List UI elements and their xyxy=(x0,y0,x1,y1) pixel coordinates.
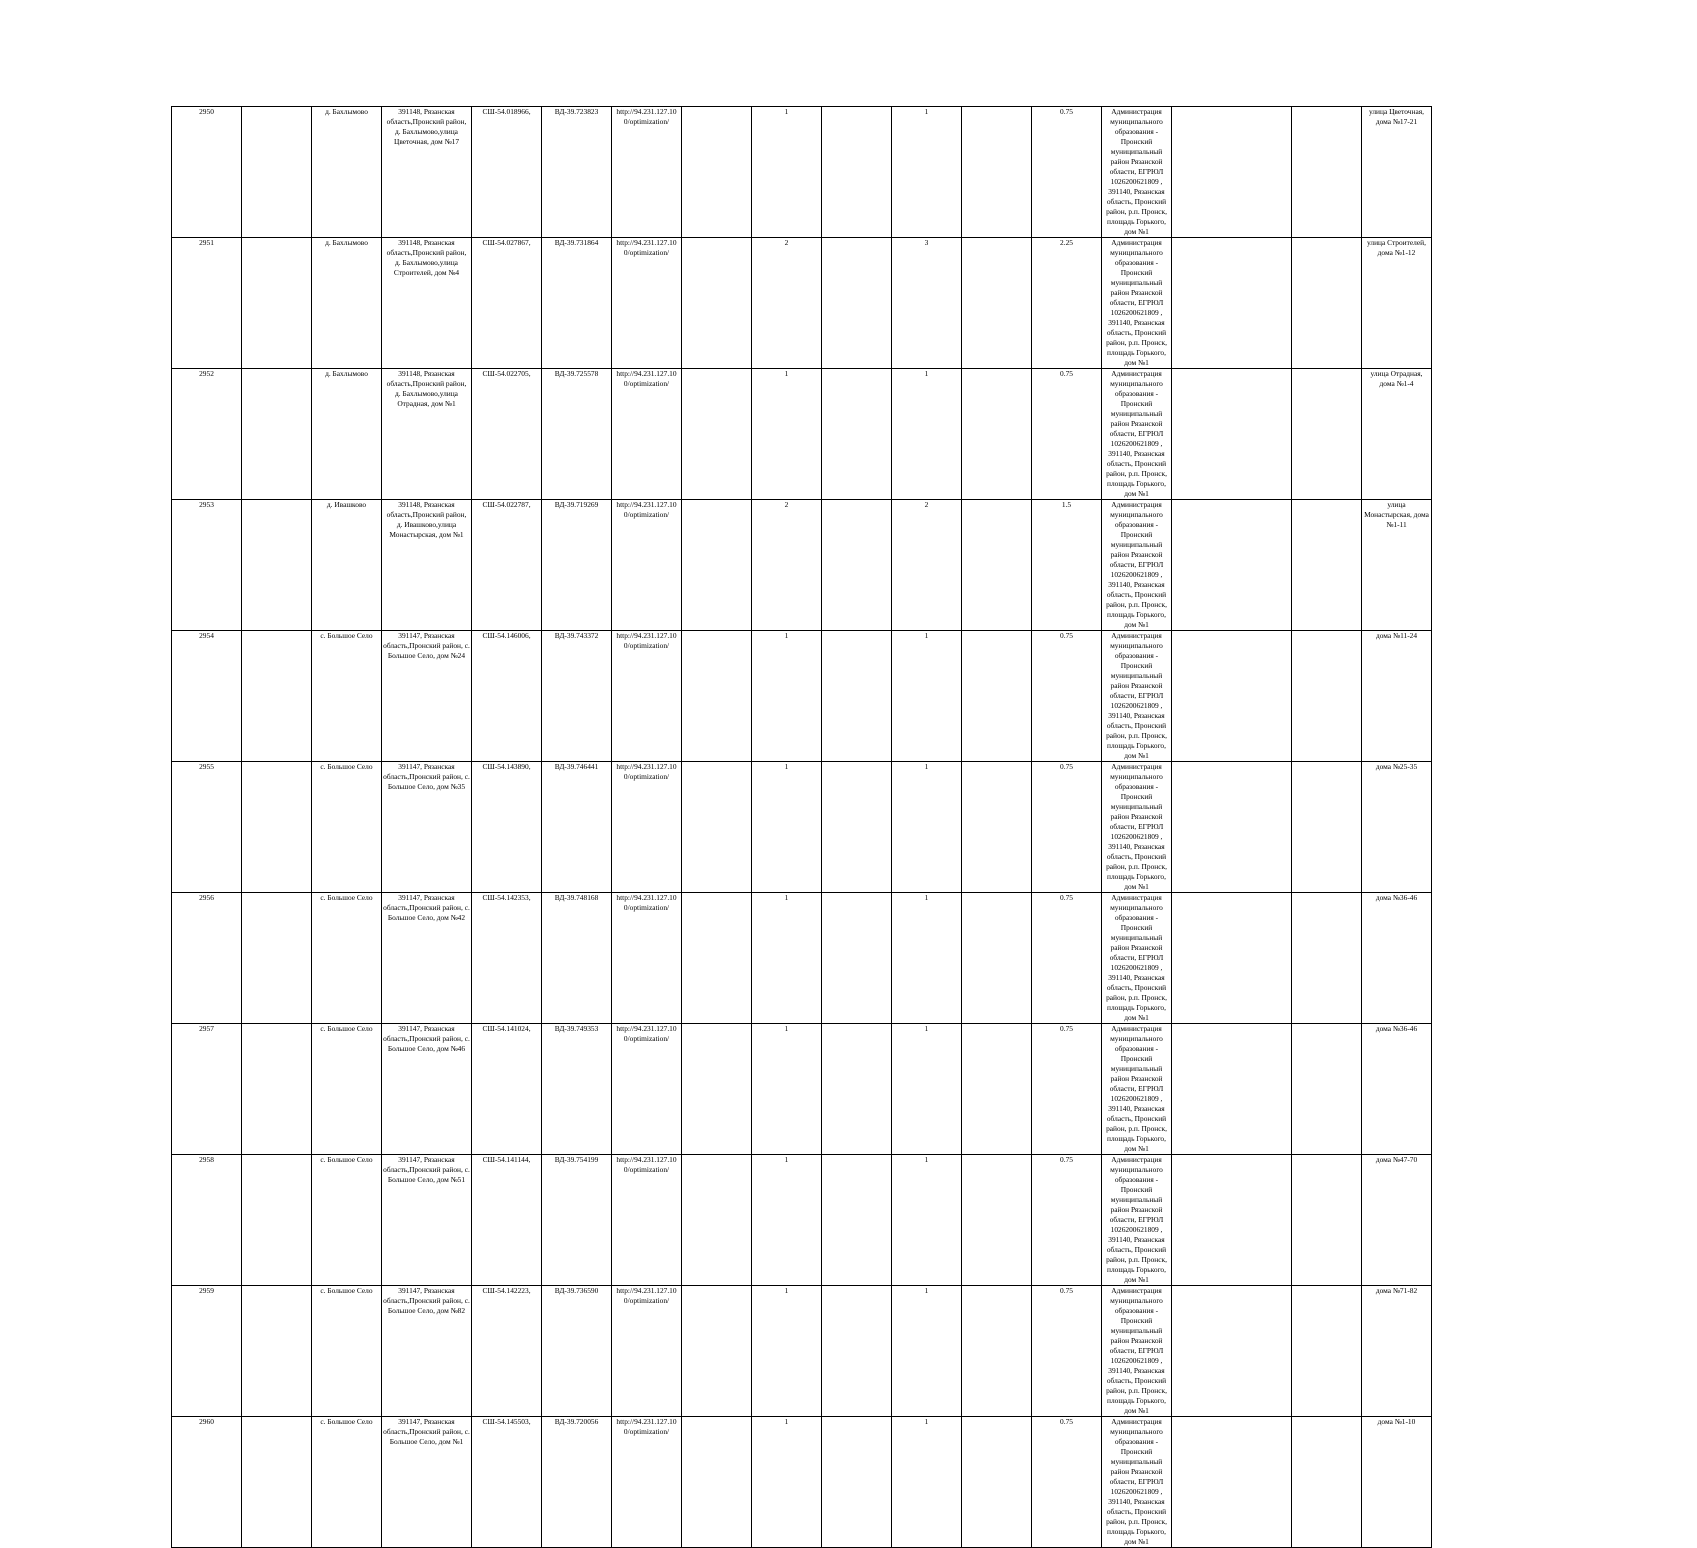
longitude-cell: ВД-39.731864 xyxy=(542,238,612,369)
served-objects-cell: улица Отрадная, дома №1-4 xyxy=(1362,369,1432,500)
empty-cell xyxy=(962,893,1032,1024)
container-count-cell: 1 xyxy=(752,1155,822,1286)
row-number-cell: 2960 xyxy=(172,1417,242,1548)
volume-cell: 0.75 xyxy=(1032,893,1102,1024)
map-link-cell: http://94.231.127.10 0/optimization/ xyxy=(612,762,682,893)
empty-cell xyxy=(682,1024,752,1155)
owner-cell: Администрация муниципального образования - Пронский муниципальный район Рязанской области, ЕГРЮЛ 1026200621809 , 391140, Рязанская область, Пронский район, р.п. Пронск, площадь Горького, дом №1 xyxy=(1102,893,1172,1024)
empty-cell xyxy=(822,369,892,500)
row-number-cell: 2957 xyxy=(172,1024,242,1155)
map-link-cell: http://94.231.127.10 0/optimization/ xyxy=(612,500,682,631)
address-cell: 391148, Рязанская область,Пронский район, д. Бахлымово,улица Цветочная, дом №17 xyxy=(382,107,472,238)
longitude-cell: ВД-39.725578 xyxy=(542,369,612,500)
map-link-cell: http://94.231.127.10 0/optimization/ xyxy=(612,1417,682,1548)
served-objects-cell: улица Монастырская, дома №1-11 xyxy=(1362,500,1432,631)
empty-cell xyxy=(242,500,312,631)
served-objects-cell: дома №25-35 xyxy=(1362,762,1432,893)
container-count-cell: 1 xyxy=(752,631,822,762)
empty-cell xyxy=(1172,762,1292,893)
empty-cell xyxy=(822,893,892,1024)
empty-cell xyxy=(962,500,1032,631)
empty-cell xyxy=(682,238,752,369)
volume-cell: 1.5 xyxy=(1032,500,1102,631)
address-cell: 391147, Рязанская область,Пронский район, с. Большое Село, дом №51 xyxy=(382,1155,472,1286)
container-total-cell: 1 xyxy=(892,1155,962,1286)
empty-cell xyxy=(1172,631,1292,762)
table-row xyxy=(172,500,1532,631)
empty-cell xyxy=(682,1155,752,1286)
address-cell: 391147, Рязанская область,Пронский район, с. Большое Село, дом №82 xyxy=(382,1286,472,1417)
container-total-cell: 1 xyxy=(892,1024,962,1155)
container-total-cell: 1 xyxy=(892,1417,962,1548)
empty-cell xyxy=(1172,500,1292,631)
empty-cell xyxy=(242,238,312,369)
empty-cell xyxy=(1292,893,1362,1024)
empty-cell xyxy=(962,1286,1032,1417)
row-number-cell: 2953 xyxy=(172,500,242,631)
settlement-cell: с. Большое Село xyxy=(312,1417,382,1548)
longitude-cell: ВД-39.746441 xyxy=(542,762,612,893)
row-number-cell: 2958 xyxy=(172,1155,242,1286)
settlement-cell: с. Большое Село xyxy=(312,631,382,762)
empty-cell xyxy=(242,1024,312,1155)
longitude-cell: ВД-39.719269 xyxy=(542,500,612,631)
volume-cell: 0.75 xyxy=(1032,107,1102,238)
latitude-cell: СШ-54.143890, xyxy=(472,762,542,893)
table-row xyxy=(172,631,1532,762)
container-count-cell: 1 xyxy=(752,893,822,1024)
empty-cell xyxy=(962,762,1032,893)
settlement-cell: с. Большое Село xyxy=(312,893,382,1024)
empty-cell xyxy=(822,631,892,762)
table-row xyxy=(172,1417,1532,1548)
empty-cell xyxy=(1172,107,1292,238)
empty-cell xyxy=(682,369,752,500)
latitude-cell: СШ-54.018966, xyxy=(472,107,542,238)
container-total-cell: 3 xyxy=(892,238,962,369)
volume-cell: 0.75 xyxy=(1032,369,1102,500)
empty-cell xyxy=(1292,1417,1362,1548)
owner-cell: Администрация муниципального образования - Пронский муниципальный район Рязанской области, ЕГРЮЛ 1026200621809 , 391140, Рязанская область, Пронский район, р.п. Пронск, площадь Горького, дом №1 xyxy=(1102,500,1172,631)
row-number-cell: 2951 xyxy=(172,238,242,369)
empty-cell xyxy=(822,762,892,893)
served-objects-cell: дома №1-10 xyxy=(1362,1417,1432,1548)
settlement-cell: д. Ивашково xyxy=(312,500,382,631)
empty-cell xyxy=(822,1417,892,1548)
map-link-cell: http://94.231.127.10 0/optimization/ xyxy=(612,238,682,369)
empty-cell xyxy=(242,107,312,238)
empty-cell xyxy=(1172,1286,1292,1417)
served-objects-cell: дома №47-70 xyxy=(1362,1155,1432,1286)
latitude-cell: СШ-54.141024, xyxy=(472,1024,542,1155)
map-link-cell: http://94.231.127.10 0/optimization/ xyxy=(612,369,682,500)
address-cell: 391147, Рязанская область,Пронский район, с. Большое Село, дом №1 xyxy=(382,1417,472,1548)
map-link-cell: http://94.231.127.10 0/optimization/ xyxy=(612,1155,682,1286)
owner-cell: Администрация муниципального образования - Пронский муниципальный район Рязанской области, ЕГРЮЛ 1026200621809 , 391140, Рязанская область, Пронский район, р.п. Пронск, площадь Горького, дом №1 xyxy=(1102,1155,1172,1286)
empty-cell xyxy=(822,1286,892,1417)
table-row xyxy=(172,238,1532,369)
table-row xyxy=(172,1286,1532,1417)
empty-cell xyxy=(822,500,892,631)
container-count-cell: 2 xyxy=(752,238,822,369)
empty-cell xyxy=(822,1155,892,1286)
empty-cell xyxy=(962,107,1032,238)
empty-cell xyxy=(1172,1024,1292,1155)
empty-cell xyxy=(1292,107,1362,238)
empty-cell xyxy=(1292,631,1362,762)
empty-cell xyxy=(1172,238,1292,369)
latitude-cell: СШ-54.141144, xyxy=(472,1155,542,1286)
table-row xyxy=(172,762,1532,893)
empty-cell xyxy=(682,762,752,893)
row-number-cell: 2954 xyxy=(172,631,242,762)
owner-cell: Администрация муниципального образования - Пронский муниципальный район Рязанской области, ЕГРЮЛ 1026200621809 , 391140, Рязанская область, Пронский район, р.п. Пронск, площадь Горького, дом №1 xyxy=(1102,631,1172,762)
map-link-cell: http://94.231.127.10 0/optimization/ xyxy=(612,631,682,762)
empty-cell xyxy=(682,631,752,762)
container-count-cell: 1 xyxy=(752,107,822,238)
latitude-cell: СШ-54.142223, xyxy=(472,1286,542,1417)
served-objects-cell: улица Цветочная, дома №17-21 xyxy=(1362,107,1432,238)
owner-cell: Администрация муниципального образования - Пронский муниципальный район Рязанской области, ЕГРЮЛ 1026200621809 , 391140, Рязанская область, Пронский район, р.п. Пронск, площадь Горького, дом №1 xyxy=(1102,369,1172,500)
empty-cell xyxy=(1292,762,1362,893)
empty-cell xyxy=(962,238,1032,369)
empty-cell xyxy=(1172,369,1292,500)
container-count-cell: 1 xyxy=(752,1286,822,1417)
empty-cell xyxy=(242,1417,312,1548)
address-cell: 391147, Рязанская область,Пронский район, с. Большое Село, дом №24 xyxy=(382,631,472,762)
registry-table xyxy=(171,106,1532,1548)
empty-cell xyxy=(242,1286,312,1417)
address-cell: 391148, Рязанская область,Пронский район, д. Ивашково,улица Монастырская, дом №1 xyxy=(382,500,472,631)
volume-cell: 0.75 xyxy=(1032,1155,1102,1286)
empty-cell xyxy=(962,369,1032,500)
longitude-cell: ВД-39.723823 xyxy=(542,107,612,238)
empty-cell xyxy=(1172,1155,1292,1286)
table-body xyxy=(172,107,1532,1548)
volume-cell: 0.75 xyxy=(1032,1417,1102,1548)
latitude-cell: СШ-54.145503, xyxy=(472,1417,542,1548)
settlement-cell: с. Большое Село xyxy=(312,762,382,893)
longitude-cell: ВД-39.736590 xyxy=(542,1286,612,1417)
empty-cell xyxy=(1292,369,1362,500)
container-count-cell: 1 xyxy=(752,762,822,893)
volume-cell: 0.75 xyxy=(1032,1024,1102,1155)
longitude-cell: ВД-39.754199 xyxy=(542,1155,612,1286)
empty-cell xyxy=(242,893,312,1024)
longitude-cell: ВД-39.743372 xyxy=(542,631,612,762)
empty-cell xyxy=(242,1155,312,1286)
container-total-cell: 1 xyxy=(892,1286,962,1417)
empty-cell xyxy=(822,238,892,369)
address-cell: 391147, Рязанская область,Пронский район, с. Большое Село, дом №46 xyxy=(382,1024,472,1155)
map-link-cell: http://94.231.127.10 0/optimization/ xyxy=(612,893,682,1024)
served-objects-cell: дома №36-46 xyxy=(1362,893,1432,1024)
empty-cell xyxy=(962,1155,1032,1286)
address-cell: 391148, Рязанская область,Пронский район, д. Бахлымово,улица Строителей, дом №4 xyxy=(382,238,472,369)
container-count-cell: 1 xyxy=(752,369,822,500)
row-number-cell: 2950 xyxy=(172,107,242,238)
table-row xyxy=(172,893,1532,1024)
container-total-cell: 1 xyxy=(892,762,962,893)
longitude-cell: ВД-39.749353 xyxy=(542,1024,612,1155)
address-cell: 391147, Рязанская область,Пронский район, с. Большое Село, дом №35 xyxy=(382,762,472,893)
address-cell: 391148, Рязанская область,Пронский район, д. Бахлымово,улица Отрадная, дом №1 xyxy=(382,369,472,500)
volume-cell: 0.75 xyxy=(1032,1286,1102,1417)
volume-cell: 0.75 xyxy=(1032,631,1102,762)
row-number-cell: 2952 xyxy=(172,369,242,500)
served-objects-cell: дома №36-46 xyxy=(1362,1024,1432,1155)
empty-cell xyxy=(682,893,752,1024)
empty-cell xyxy=(682,1417,752,1548)
address-cell: 391147, Рязанская область,Пронский район, с. Большое Село, дом №42 xyxy=(382,893,472,1024)
empty-cell xyxy=(1172,1417,1292,1548)
map-link-cell: http://94.231.127.10 0/optimization/ xyxy=(612,1286,682,1417)
container-count-cell: 1 xyxy=(752,1417,822,1548)
row-number-cell: 2959 xyxy=(172,1286,242,1417)
served-objects-cell: дома №11-24 xyxy=(1362,631,1432,762)
container-count-cell: 2 xyxy=(752,500,822,631)
latitude-cell: СШ-54.142353, xyxy=(472,893,542,1024)
table-row xyxy=(172,1155,1532,1286)
served-objects-cell: улица Строителей, дома №1-12 xyxy=(1362,238,1432,369)
latitude-cell: СШ-54.146006, xyxy=(472,631,542,762)
table-row xyxy=(172,1024,1532,1155)
empty-cell xyxy=(682,1286,752,1417)
owner-cell: Администрация муниципального образования - Пронский муниципальный район Рязанской области, ЕГРЮЛ 1026200621809 , 391140, Рязанская область, Пронский район, р.п. Пронск, площадь Горького, дом №1 xyxy=(1102,1024,1172,1155)
latitude-cell: СШ-54.022705, xyxy=(472,369,542,500)
volume-cell: 2.25 xyxy=(1032,238,1102,369)
empty-cell xyxy=(962,631,1032,762)
table-row xyxy=(172,369,1532,500)
latitude-cell: СШ-54.027867, xyxy=(472,238,542,369)
settlement-cell: д. Бахлымово xyxy=(312,107,382,238)
container-count-cell: 1 xyxy=(752,1024,822,1155)
latitude-cell: СШ-54.022787, xyxy=(472,500,542,631)
row-number-cell: 2955 xyxy=(172,762,242,893)
empty-cell xyxy=(1292,238,1362,369)
row-number-cell: 2956 xyxy=(172,893,242,1024)
empty-cell xyxy=(682,500,752,631)
served-objects-cell: дома №71-82 xyxy=(1362,1286,1432,1417)
container-total-cell: 2 xyxy=(892,500,962,631)
empty-cell xyxy=(682,107,752,238)
owner-cell: Администрация муниципального образования - Пронский муниципальный район Рязанской области, ЕГРЮЛ 1026200621809 , 391140, Рязанская область, Пронский район, р.п. Пронск, площадь Горького, дом №1 xyxy=(1102,107,1172,238)
container-total-cell: 1 xyxy=(892,369,962,500)
empty-cell xyxy=(1172,893,1292,1024)
empty-cell xyxy=(822,107,892,238)
owner-cell: Администрация муниципального образования - Пронский муниципальный район Рязанской области, ЕГРЮЛ 1026200621809 , 391140, Рязанская область, Пронский район, р.п. Пронск, площадь Горького, дом №1 xyxy=(1102,762,1172,893)
container-total-cell: 1 xyxy=(892,107,962,238)
empty-cell xyxy=(962,1024,1032,1155)
longitude-cell: ВД-39.748168 xyxy=(542,893,612,1024)
owner-cell: Администрация муниципального образования - Пронский муниципальный район Рязанской области, ЕГРЮЛ 1026200621809 , 391140, Рязанская область, Пронский район, р.п. Пронск, площадь Горького, дом №1 xyxy=(1102,1417,1172,1548)
empty-cell xyxy=(1292,1024,1362,1155)
settlement-cell: д. Бахлымово xyxy=(312,369,382,500)
table-row xyxy=(172,107,1532,238)
owner-cell: Администрация муниципального образования - Пронский муниципальный район Рязанской области, ЕГРЮЛ 1026200621809 , 391140, Рязанская область, Пронский район, р.п. Пронск, площадь Горького, дом №1 xyxy=(1102,238,1172,369)
empty-cell xyxy=(242,762,312,893)
empty-cell xyxy=(1292,500,1362,631)
empty-cell xyxy=(962,1417,1032,1548)
settlement-cell: с. Большое Село xyxy=(312,1024,382,1155)
map-link-cell: http://94.231.127.10 0/optimization/ xyxy=(612,1024,682,1155)
empty-cell xyxy=(822,1024,892,1155)
owner-cell: Администрация муниципального образования - Пронский муниципальный район Рязанской области, ЕГРЮЛ 1026200621809 , 391140, Рязанская область, Пронский район, р.п. Пронск, площадь Горького, дом №1 xyxy=(1102,1286,1172,1417)
container-total-cell: 1 xyxy=(892,631,962,762)
empty-cell xyxy=(242,631,312,762)
empty-cell xyxy=(1292,1155,1362,1286)
settlement-cell: с. Большое Село xyxy=(312,1286,382,1417)
container-total-cell: 1 xyxy=(892,893,962,1024)
settlement-cell: с. Большое Село xyxy=(312,1155,382,1286)
longitude-cell: ВД-39.720056 xyxy=(542,1417,612,1548)
map-link-cell: http://94.231.127.10 0/optimization/ xyxy=(612,107,682,238)
settlement-cell: д. Бахлымово xyxy=(312,238,382,369)
empty-cell xyxy=(242,369,312,500)
empty-cell xyxy=(1292,1286,1362,1417)
volume-cell: 0.75 xyxy=(1032,762,1102,893)
